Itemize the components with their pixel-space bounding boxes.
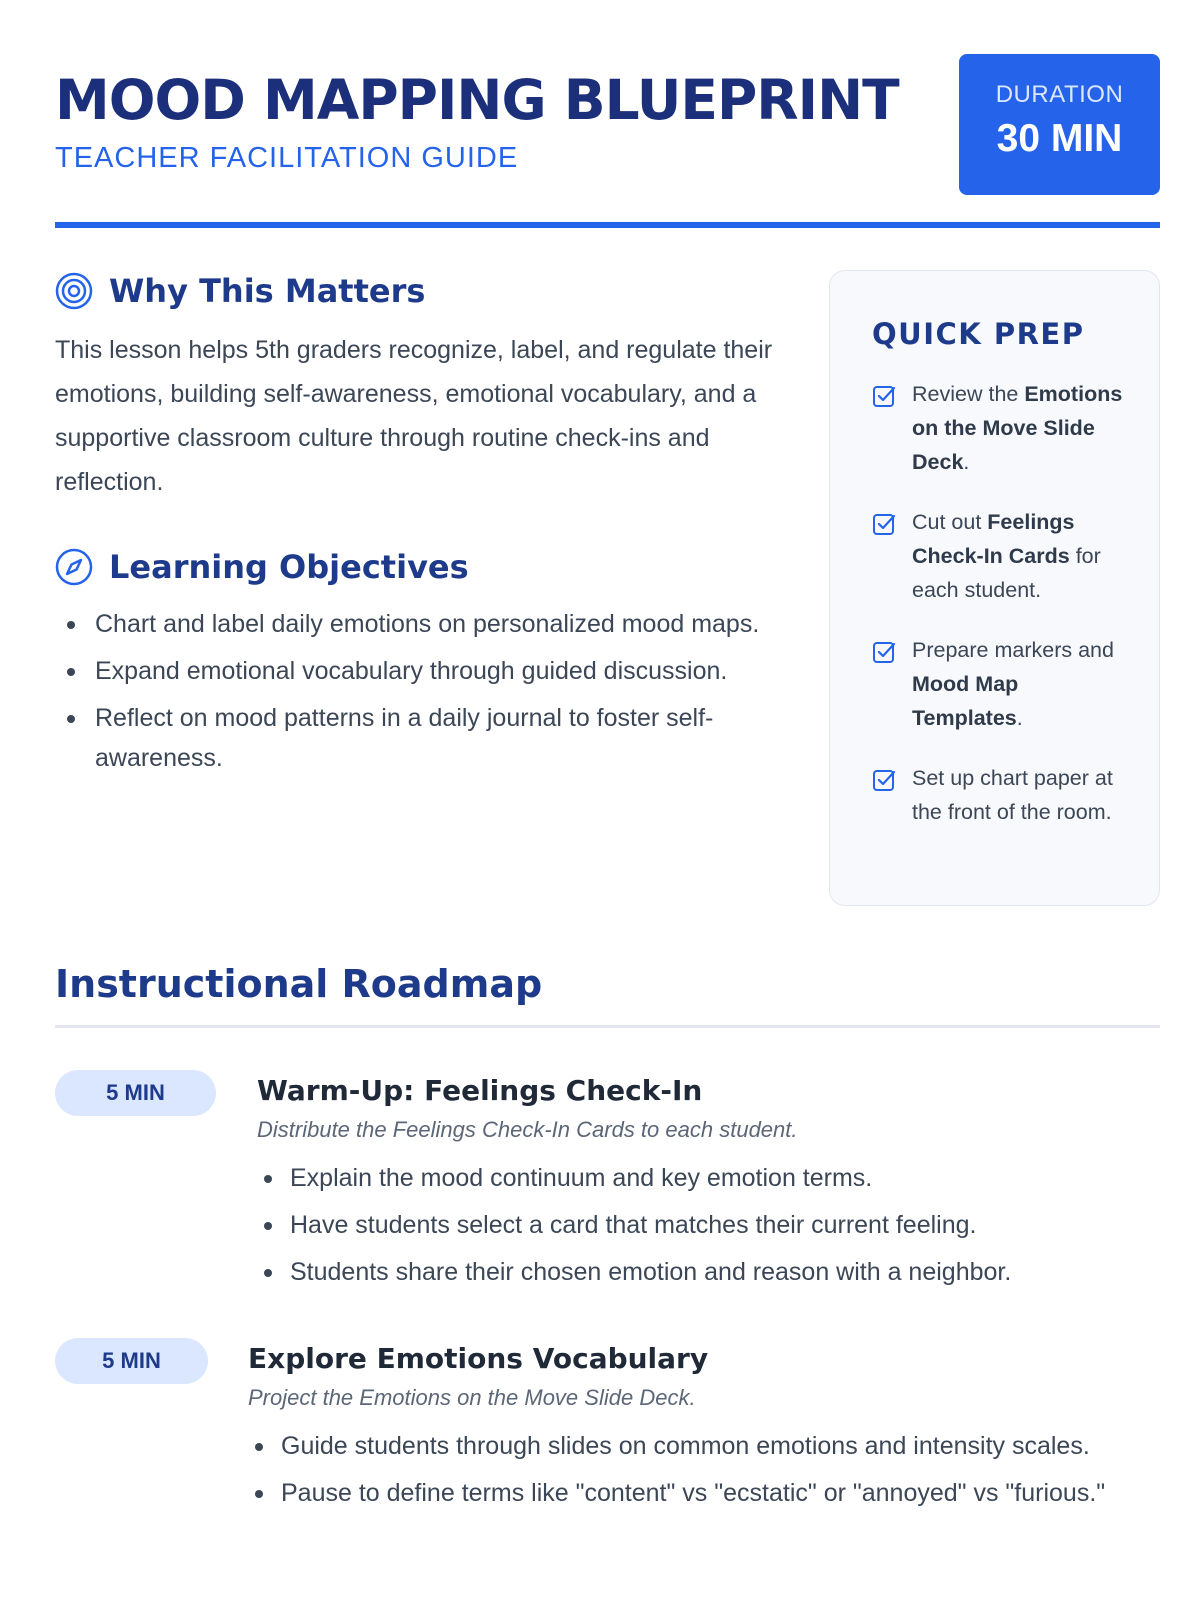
objective-item: Reflect on mood patterns in a daily journal to foster self-awareness. (55, 698, 775, 778)
quick-prep-list (872, 377, 1132, 855)
objective-item: Chart and label daily emotions on personalized mood maps. (55, 604, 775, 644)
quick-prep-card (829, 270, 1160, 906)
roadmap-title: Instructional Roadmap (55, 962, 543, 1006)
prep-item-text: Prepare markers and Mood Map Templates. (912, 638, 1114, 730)
page-title: MOOD MAPPING BLUEPRINT (55, 68, 899, 132)
step-duration-badge: 5 MIN (55, 1338, 208, 1384)
prep-item-text: Set up chart paper at the front of the room. (912, 766, 1113, 824)
duration-value: 30 MIN (996, 117, 1123, 160)
prep-item-text: Review the Emotions on the Move Slide Deck. (912, 382, 1123, 474)
step-bullet: Explain the mood continuum and key emotion terms. (257, 1158, 1157, 1198)
objectives-heading: Learning Objectives (109, 548, 469, 586)
why-paragraph: This lesson helps 5th graders recognize, label, and regulate their emotions, building self-awareness, emotional vocabulary, and a supportive classroom culture through routine check-ins and reflection. (55, 336, 773, 496)
step-bullet: Students share their chosen emotion and reason with a neighbor. (257, 1252, 1157, 1292)
step-note: Project the Emotions on the Move Slide Deck. (248, 1385, 696, 1410)
header-divider (55, 222, 1160, 228)
step-bullet: Guide students through slides on common emotions and intensity scales. (248, 1426, 1148, 1466)
step-bullets (257, 1158, 1157, 1292)
step-duration-badge: 5 MIN (55, 1070, 216, 1116)
step-bullet: Have students select a card that matches their current feeling. (257, 1205, 1157, 1245)
checkbox-icon (872, 512, 896, 536)
prep-item (872, 761, 1132, 829)
prep-item (872, 505, 1132, 607)
checkbox-icon (872, 384, 896, 408)
objectives-list (55, 604, 775, 785)
target-icon (55, 272, 93, 310)
prep-item (872, 377, 1132, 479)
step-content (257, 1070, 1157, 1299)
prep-item-text: Cut out Feelings Check-In Cards for each student. (912, 510, 1101, 602)
why-heading: Why This Matters (109, 272, 426, 310)
step-title: Explore Emotions Vocabulary (248, 1342, 709, 1375)
step-note: Distribute the Feelings Check-In Cards to each student. (257, 1117, 798, 1142)
compass-icon (55, 548, 93, 586)
step-content (248, 1338, 1148, 1520)
objective-item: Expand emotional vocabulary through guided discussion. (55, 651, 775, 691)
quick-prep-title: QUICK PREP (872, 317, 1085, 351)
objectives-section-heading (55, 548, 469, 586)
prep-item (872, 633, 1132, 735)
page-header (55, 54, 1160, 229)
duration-label: DURATION (995, 81, 1124, 108)
step-bullets (248, 1426, 1148, 1513)
step-bullet: Pause to define terms like "content" vs "ecstatic" or "annoyed" vs "furious." (248, 1473, 1148, 1513)
page-subtitle: TEACHER FACILITATION GUIDE (55, 142, 519, 174)
why-section-heading (55, 272, 425, 310)
checkbox-icon (872, 640, 896, 664)
step-title: Warm-Up: Feelings Check-In (257, 1074, 703, 1107)
lesson-page (55, 0, 1160, 1600)
roadmap-divider (55, 1025, 1160, 1028)
checkbox-icon (872, 768, 896, 792)
duration-badge (959, 54, 1160, 195)
